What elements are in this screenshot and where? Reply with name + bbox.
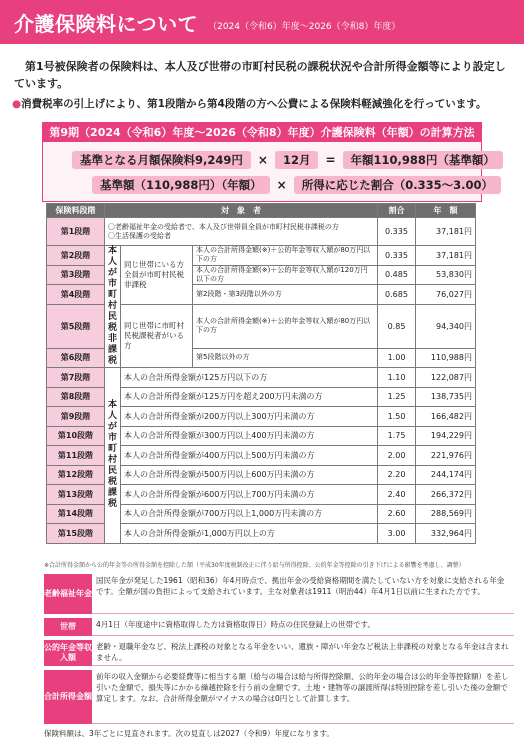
income-ratio: 所得に応じた割合（0.335～3.00） <box>294 176 501 194</box>
rate-cell: 2.00 <box>378 446 416 466</box>
closing-text: 保険料額は、3年ごとに見直されます。次の見直しは2027（令和9）年度になります。 <box>44 729 334 738</box>
target-cell: 本人の合計所得金額が600万円以上700万円未満の方 <box>121 485 378 505</box>
rate-cell: 1.25 <box>378 387 416 407</box>
rate-cell: 0.485 <box>378 265 416 285</box>
rate-cell: 1.00 <box>378 348 416 368</box>
stage-cell: 第1段階 <box>47 218 105 246</box>
equals-sign: = <box>325 153 336 167</box>
rate-cell: 2.40 <box>378 485 416 505</box>
base-annual: 基準額（110,988円）（年額） <box>92 176 270 194</box>
rate-cell: 3.00 <box>378 524 416 544</box>
definition-text: 国民年金が発足した1961（昭和36）年4月時点で、拠出年金の受給資格期間を満たしていない方を対象に支給される年金です。全額が国の負担によって支給されています。主な対象者は1911（明治44）年4月1日以前に生まれた方です。 <box>92 574 514 614</box>
amount-cell: 37,181円 <box>416 246 476 266</box>
target-cell: 〇老齢福祉年金の受給者で、本人及び世帯員全員が市町村民税非課税の方 〇生活保護の受給者 <box>105 218 378 246</box>
amount-cell: 37,181円 <box>416 218 476 246</box>
months: 12月 <box>275 151 319 169</box>
rate-cell: 0.85 <box>378 304 416 348</box>
stage-cell: 第9段階 <box>47 407 105 427</box>
group2-label: 同じ世帯に市町村民税課税者がいる方 <box>121 304 193 368</box>
amount-cell: 53,830円 <box>416 265 476 285</box>
target-cell: 本人の合計所得金額が1,000万円以上の方 <box>121 524 378 544</box>
rate-cell: 2.20 <box>378 465 416 485</box>
definition-household <box>44 618 514 636</box>
target-cell: 本人の合計所得金額が125万円以下の方 <box>121 368 378 388</box>
definition-total-income <box>44 670 514 724</box>
amount-cell: 288,569円 <box>416 504 476 524</box>
times-sign: × <box>257 153 268 167</box>
definition-label: 世帯 <box>44 618 92 636</box>
rate-cell: 1.75 <box>378 426 416 446</box>
stage-cell: 第10段階 <box>47 426 105 446</box>
stage-cell: 第7段階 <box>47 368 105 388</box>
amount-cell: 166,482円 <box>416 407 476 427</box>
exempt-label: 本人が市町村民税非課税 <box>105 246 121 368</box>
taxed-label: 本人が市町村民税課税 <box>105 368 121 544</box>
header-rate: 割合 <box>378 204 416 218</box>
header-target: 対 象 者 <box>105 204 378 218</box>
definition-pension <box>44 574 514 614</box>
definition-label: 公的年金等収入額 <box>44 640 92 666</box>
target-cell: 本人の合計所得金額が700万円以上1,000万円未満の方 <box>121 504 378 524</box>
target-cell: 本人の合計所得金額が200万円以上300万円未満の方 <box>121 407 378 427</box>
times-sign-2: × <box>276 178 287 192</box>
rate-cell: 0.335 <box>378 218 416 246</box>
target-cell: 本人の合計所得金額(※)＋公的年金等収入額が120万円以下の方 <box>193 265 378 285</box>
stage-cell: 第2段階 <box>47 246 105 266</box>
annual-base: 年額110,988円（基準額） <box>343 151 503 169</box>
stage-cell: 第4段階 <box>47 285 105 305</box>
amount-cell: 94,340円 <box>416 304 476 348</box>
note-body: 消費税率の引上げにより、第1段階から第4段階の方へ公費による保険料軽減強化を行っています。 <box>21 98 487 110</box>
page-subtitle: （2024（令和6）年度～2026（令和8）年度） <box>208 21 401 32</box>
amount-cell: 332,964円 <box>416 524 476 544</box>
definition-public-pension <box>44 640 514 666</box>
note-text <box>12 96 518 111</box>
definition-label: 老齢福祉年金 <box>44 574 92 614</box>
amount-cell: 138,735円 <box>416 387 476 407</box>
formula-row-2 <box>92 176 501 194</box>
stage-cell: 第14段階 <box>47 504 105 524</box>
stage-cell: 第5段階 <box>47 304 105 348</box>
target-cell: 本人の合計所得金額(※)＋公的年金等収入額が80万円以下の方 <box>193 246 378 266</box>
table-footnote: ※合計所得金額から公的年金等の所得金額を控除した額（平成30年度税制改正に伴う給与所得控除、公的年金等控除の引き下げによる影響を考慮し、調整） <box>44 562 465 569</box>
header-stage: 保険料段階 <box>47 204 105 218</box>
bullet-icon: ● <box>12 98 22 110</box>
premium-table <box>46 203 476 544</box>
definition-label: 合計所得金額 <box>44 670 92 724</box>
definition-text: 老齢・退職年金など、税法上課税の対象となる年金をいい、遺族・障がい年金など税法上非課税の対象となる年金は含まれません。 <box>92 640 514 666</box>
target-cell: 第5段階以外の方 <box>193 348 378 368</box>
rate-cell: 0.685 <box>378 285 416 305</box>
amount-cell: 194,229円 <box>416 426 476 446</box>
stage-cell: 第8段階 <box>47 387 105 407</box>
stage-cell: 第6段階 <box>47 348 105 368</box>
amount-cell: 244,174円 <box>416 465 476 485</box>
amount-cell: 110,988円 <box>416 348 476 368</box>
stage-cell: 第15段階 <box>47 524 105 544</box>
page-title: 介護保険料について <box>14 11 199 36</box>
target-cell: 本人の合計所得金額が400万円以上500万円未満の方 <box>121 446 378 466</box>
amount-cell: 266,372円 <box>416 485 476 505</box>
target-cell: 本人の合計所得金額が300万円以上400万円未満の方 <box>121 426 378 446</box>
header-annual: 年 額 <box>416 204 476 218</box>
target-cell: 本人の合計所得金額(※)＋公的年金等収入額が80万円以下の方 <box>193 304 378 348</box>
amount-cell: 221,976円 <box>416 446 476 466</box>
rate-cell: 1.50 <box>378 407 416 427</box>
stage-cell: 第12段階 <box>47 465 105 485</box>
target-cell: 本人の合計所得金額が500万円以上600万円未満の方 <box>121 465 378 485</box>
rate-cell: 2.60 <box>378 504 416 524</box>
stage-cell: 第11段階 <box>47 446 105 466</box>
calc-title: 第9期（2024（令和6）年度～2026（令和8）年度）介護保険料（年額）の計算方法 <box>42 122 482 142</box>
target-cell: 本人の合計所得金額が125万円を超え200万円未満の方 <box>121 387 378 407</box>
stage-cell: 第3段階 <box>47 265 105 285</box>
amount-cell: 122,087円 <box>416 368 476 388</box>
group1-label: 同じ世帯にいる方全員が市町村民税非課税 <box>121 246 193 305</box>
formula-row-1 <box>72 151 503 169</box>
target-cell: 第2段階・第3段階以外の方 <box>193 285 378 305</box>
amount-cell: 76,027円 <box>416 285 476 305</box>
rate-cell: 0.335 <box>378 246 416 266</box>
definition-text: 4月1日（年度途中に資格取得した方は資格取得日）時点の住民登録上の世帯です。 <box>92 618 514 636</box>
monthly-base: 基準となる月額保険料9,249円 <box>72 151 251 169</box>
intro-text: 第1号被保険者の保険料は、本人及び世帯の市町村民税の課税状況や合計所得金額等により設定しています。 <box>14 60 506 90</box>
page-header <box>0 0 524 44</box>
definition-text: 前年の収入金額から必要経費等に相当する額（給与の場合は給与所得控除額、公的年金の場合は公的年金等控除額）を差し引いた金額で、損失等にかかる繰越控除を行う前の金額です。土地・建物等の譲渡所得は特別控除を差し引いた後の金額で算定します。なお、合計所得金額がマイナスの場合は0円として計算します。 <box>92 670 514 724</box>
rate-cell: 1.10 <box>378 368 416 388</box>
stage-cell: 第13段階 <box>47 485 105 505</box>
